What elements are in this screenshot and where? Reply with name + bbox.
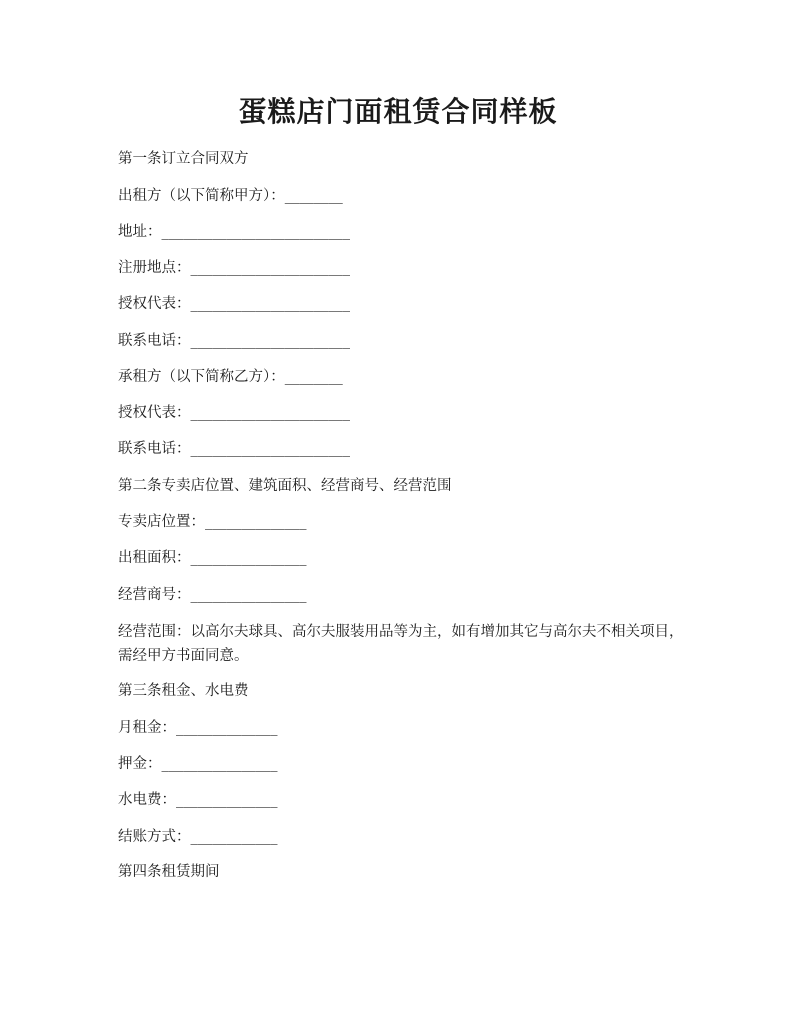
- lessee-authorized-rep-field: 授权代表：______________________: [118, 405, 350, 421]
- clause-1-heading: 第一条订立合同双方: [118, 151, 249, 167]
- clause-2-heading: 第二条专卖店位置、建筑面积、经营商号、经营范围: [118, 478, 452, 494]
- deposit-field: 押金：________________: [118, 756, 278, 772]
- utilities-field: 水电费：______________: [118, 792, 278, 808]
- business-name-field: 经营商号：________________: [118, 587, 307, 603]
- lessee-field: 承租方（以下简称乙方）：________: [118, 369, 343, 385]
- document-title: 蛋糕店门面租赁合同样板: [238, 95, 558, 128]
- lessor-phone-field: 联系电话：______________________: [118, 333, 350, 349]
- lessee-phone-field: 联系电话：______________________: [118, 441, 350, 457]
- store-location-field: 专卖店位置：______________: [118, 514, 307, 530]
- rental-area-field: 出租面积：________________: [118, 550, 307, 566]
- lessor-field: 出租方（以下简称甲方）：________: [118, 188, 343, 204]
- lessor-authorized-rep-field: 授权代表：______________________: [118, 296, 350, 312]
- business-scope-paragraph: 经营范围：以高尔夫球具、高尔夫服装用品等为主，如有增加其它与高尔夫不相关项目，需经甲方书面同意。: [118, 624, 684, 664]
- lessor-registered-place-field: 注册地点：______________________: [118, 260, 350, 276]
- settlement-method-field: 结账方式：____________: [118, 829, 278, 845]
- lessor-address-field: 地址：__________________________: [118, 224, 350, 240]
- clause-3-heading: 第三条租金、水电费: [118, 683, 249, 699]
- clause-4-heading: 第四条租赁期间: [118, 864, 220, 880]
- monthly-rent-field: 月租金：______________: [118, 720, 278, 736]
